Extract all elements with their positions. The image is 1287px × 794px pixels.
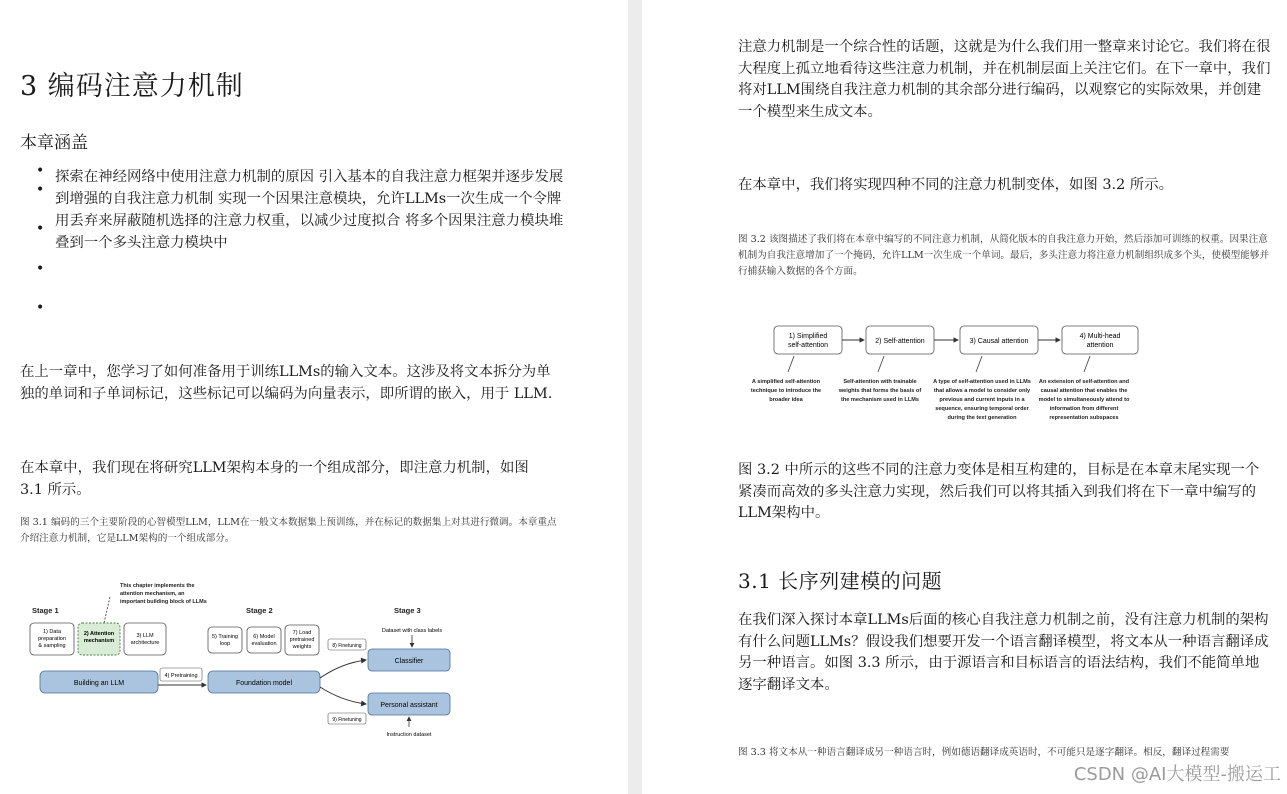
figure-3-1-diagram bbox=[20, 575, 460, 745]
diagram-label: An extension of self-attention and bbox=[1038, 379, 1130, 385]
diagram-label: causal attention that enables the bbox=[1040, 388, 1128, 394]
diagram-label: 8) Finetuning bbox=[332, 643, 362, 649]
diagram-label: architecture bbox=[130, 640, 160, 646]
paragraph: 在本章中，我们将实现四种不同的注意力机制变体，如图 3.2 所示。 bbox=[738, 177, 1173, 193]
paragraph: 注意力机制是一个综合性的话题，这就是为什么我们用一整章来讨论它。我们将在很大程度上孤立地看待这些注意力机制，并在机制层面上关注它们。在下一章中，我们将对LLM围绕自我注意力机制的其余部分进行编码，以观察它的实际效果，并创建一个模型来生成文本。 bbox=[738, 39, 1271, 120]
stage-3-label: Stage 3 bbox=[394, 606, 421, 615]
bullet-marker: • bbox=[36, 261, 45, 277]
diagram-label: 3) LLM bbox=[136, 633, 154, 639]
paragraph: 图 3.2 中所示的这些不同的注意力变体是相互构建的，目标是在本章末尾实现一个紧凑而高效的多头注意力实现，然后我们可以将其插入到我们将在下一章中编写的LLM架构中。 bbox=[738, 462, 1260, 521]
diagram-label: 4) Pretraining bbox=[164, 673, 198, 679]
diagram-label: A simplified self-attention bbox=[751, 379, 821, 385]
diagram-label: information from different bbox=[1049, 406, 1119, 412]
stage-1-label: Stage 1 bbox=[32, 606, 59, 615]
watermark: CSDN @AI大模型-搬运工 bbox=[1073, 764, 1281, 785]
diagram-label: & sampling bbox=[38, 643, 66, 649]
fig31-note-line: This chapter implements the bbox=[120, 583, 195, 589]
multi-head-attention-box bbox=[1062, 326, 1138, 354]
right-page bbox=[642, 0, 1287, 794]
bullet-marker: • bbox=[36, 163, 45, 179]
chapter-covers-heading: 本章涵盖 bbox=[20, 133, 88, 153]
fig31-note-line: attention mechanism, an bbox=[120, 591, 185, 597]
bullet-marker: • bbox=[36, 221, 45, 237]
diagram-label: Instruction dataset bbox=[386, 732, 432, 738]
diagram-label: weights that forms the basis of bbox=[838, 388, 922, 394]
diagram-label: previous and current inputs in a bbox=[939, 397, 1025, 403]
diagram-label: evaluation bbox=[251, 641, 277, 647]
diagram-label: sequence, ensuring temporal order bbox=[935, 406, 1029, 412]
stage-2-label: Stage 2 bbox=[246, 606, 273, 615]
diagram-label: 5) Training bbox=[212, 634, 238, 640]
diagram-label: Building an LLM bbox=[73, 680, 125, 687]
bullet-marker: • bbox=[36, 182, 45, 198]
diagram-label: A type of self-attention used in LLMs bbox=[933, 379, 1031, 385]
fig31-note-line: important building block of LLMs bbox=[120, 599, 207, 605]
simplified-self-attention-box bbox=[774, 326, 842, 354]
diagram-label: 6) Model bbox=[253, 634, 275, 640]
diagram-label: 2) Attention bbox=[83, 631, 115, 637]
diagram-label: that allows a model to consider only bbox=[933, 388, 1031, 394]
diagram-label: 1) Simplified bbox=[788, 333, 828, 340]
diagram-label: 7) Load bbox=[292, 630, 312, 636]
diagram-label: attention bbox=[1086, 342, 1114, 349]
figure-3-3-caption: 图 3.3 将文本从一种语言翻译成另一种语言时，例如德语翻译成英语时，不可能只是逐字翻译。相反，翻译过程需要 bbox=[738, 747, 1230, 758]
bullet-marker: • bbox=[36, 300, 45, 316]
figure-3-1-caption: 图 3.1 编码的三个主要阶段的心智模型LLM，LLM在一般文本数据集上预训练，并在标记的数据集上对其进行微调。本章重点介绍注意力机制，它是LLM架构的一个组成部分。 bbox=[20, 517, 557, 544]
diagram-label: Personal assistant bbox=[380, 702, 438, 709]
left-page bbox=[0, 0, 628, 794]
diagram-label: representation subspaces bbox=[1049, 415, 1119, 421]
paragraph: 在本章中，我们现在将研究LLM架构本身的一个组成部分，即注意力机制，如图 3.1 所示。 bbox=[20, 460, 529, 498]
diagram-label: model to simultaneously attend to bbox=[1038, 397, 1130, 403]
diagram-label: 2) Self-attention bbox=[875, 338, 925, 345]
step-3-box bbox=[124, 623, 166, 655]
diagram-label: 4) Multi-head bbox=[1079, 333, 1121, 340]
diagram-label: pretrained bbox=[289, 637, 315, 643]
diagram-label: mechanism bbox=[83, 638, 115, 644]
diagram-label: self-attention bbox=[787, 342, 829, 349]
diagram-label: loop bbox=[219, 641, 231, 647]
section-title: 3.1 长序列建模的问题 bbox=[738, 569, 943, 593]
diagram-label: Self-attention with trainable bbox=[843, 379, 917, 385]
diagram-label: preparation bbox=[38, 636, 66, 642]
diagram-label: 9) Finetuning bbox=[332, 717, 362, 723]
diagram-label: Dataset with class labels bbox=[381, 628, 443, 634]
diagram-label: 3) Causal attention bbox=[969, 338, 1029, 345]
chapter-covers-list: 探索在神经网络中使用注意力机制的原因 引入基本的自我注意力框架并逐步发展到增强的自我注意力机制 实现一个因果注意模块，允许LLMs一次生成一个令牌 用丢弃来屏蔽随机选择的注意力权重，以减少过度拟合 将多个因果注意力模块堆叠到一个多头注意力模块中 bbox=[55, 169, 564, 251]
chapter-title: 3 编码注意力机制 bbox=[20, 71, 244, 102]
figure-3-2-diagram bbox=[738, 318, 1178, 438]
figure-3-2-caption: 图 3.2 该图描述了我们将在本章中编写的不同注意力机制，从简化版本的自我注意力开始，然后添加可训练的权重。因果注意机制为自我注意增加了一个掩码，允许LLM一次生成一个单词。最后，多头注意力将注意力机制组织成多个头，使模型能够并行捕获输入数据的各个方面。 bbox=[738, 234, 1270, 277]
step-5-box bbox=[208, 627, 242, 653]
paragraph: 在我们深入探讨本章LLMs后面的核心自我注意力机制之前，没有注意力机制的架构有什么问题LLMs？假设我们想要开发一个语言翻译模型，将文本从一种语言翻译成另一种语言。如图 3.3 所示，由于源语言和目标语言的语法结构，我们不能简单地逐字翻译文本。 bbox=[738, 612, 1269, 693]
paragraph: 在上一章中，您学习了如何准备用于训练LLMs的输入文本。这涉及将文本拆分为单独的单词和子单词标记，这些标记可以编码为向量表示，即所谓的嵌入，用于 LLM. bbox=[20, 364, 553, 402]
diagram-label: weights bbox=[292, 644, 312, 650]
diagram-label: Classifier bbox=[394, 658, 424, 665]
diagram-label: during the text generation bbox=[947, 415, 1017, 421]
step-6-box bbox=[247, 627, 281, 653]
diagram-label: broader idea bbox=[769, 397, 803, 403]
diagram-label: 1) Data bbox=[42, 629, 62, 635]
diagram-label: the mechanism used in LLMs bbox=[840, 397, 920, 403]
diagram-label: technique to introduce the bbox=[750, 388, 822, 394]
diagram-label: Foundation model bbox=[235, 680, 293, 687]
